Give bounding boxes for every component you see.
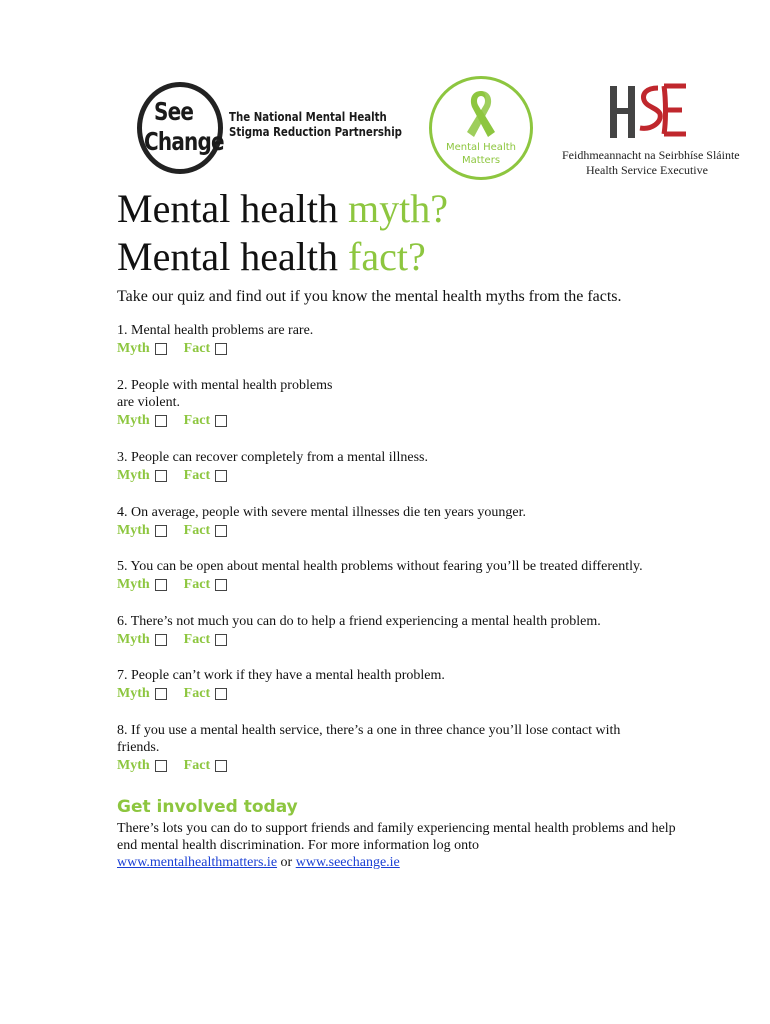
answer-choices — [117, 467, 677, 485]
fact-checkbox[interactable] — [215, 760, 227, 772]
quiz-question — [117, 667, 677, 703]
title-line1-prefix: Mental health — [117, 186, 349, 231]
quiz-question — [117, 322, 677, 358]
fact-option[interactable] — [184, 685, 227, 703]
quiz-intro: Take our quiz and find out if you know the mental health myths from the facts. — [117, 288, 622, 305]
myth-checkbox[interactable] — [155, 634, 167, 646]
fact-label: Fact — [183, 577, 211, 592]
fact-option[interactable] — [184, 757, 227, 775]
fact-checkbox[interactable] — [215, 688, 227, 700]
myth-checkbox[interactable] — [155, 579, 167, 591]
see-change-circle-icon — [137, 82, 223, 174]
get-involved-body: There’s lots you can do to support friends and family experiencing mental health problems and help end mental health discrimination. For more information log onto — [117, 821, 676, 853]
fact-checkbox[interactable] — [215, 634, 227, 646]
link-connector: or — [277, 855, 296, 870]
fact-checkbox[interactable] — [215, 525, 227, 537]
answer-choices — [117, 757, 677, 775]
answer-choices — [117, 412, 677, 430]
myth-option[interactable] — [117, 522, 167, 540]
quiz-question — [117, 377, 677, 430]
hse-logo — [562, 80, 740, 180]
get-involved-links — [117, 854, 677, 871]
title-line1-accent: myth? — [348, 186, 449, 231]
myth-label: Myth — [117, 632, 150, 647]
myth-label: Myth — [117, 341, 150, 356]
fact-label: Fact — [183, 341, 211, 356]
myth-checkbox[interactable] — [155, 525, 167, 537]
fact-label: Fact — [183, 686, 211, 701]
answer-choices — [117, 631, 677, 649]
fact-option[interactable] — [184, 522, 227, 540]
myth-label: Myth — [117, 758, 150, 773]
see-change-word-change: Change — [144, 127, 224, 156]
see-change-tagline — [229, 110, 402, 140]
see-change-word-see: See — [154, 97, 194, 126]
quiz-question — [117, 558, 677, 594]
fact-label: Fact — [183, 632, 211, 647]
myth-checkbox[interactable] — [155, 343, 167, 355]
myth-checkbox[interactable] — [155, 760, 167, 772]
get-involved-text — [117, 820, 677, 871]
fact-option[interactable] — [184, 340, 227, 358]
myth-label: Myth — [117, 686, 150, 701]
myth-option[interactable] — [117, 340, 167, 358]
question-text: 3. People can recover completely from a mental illness. — [117, 450, 429, 465]
answer-choices — [117, 522, 677, 540]
see-change-tagline-line1: The National Mental Health — [229, 110, 387, 124]
answer-choices — [117, 685, 677, 703]
mental-health-matters-logo — [429, 76, 533, 180]
myth-checkbox[interactable] — [155, 470, 167, 482]
fact-option[interactable] — [184, 631, 227, 649]
mhm-logo-line1: Mental Health — [446, 142, 516, 153]
myth-label: Myth — [117, 413, 150, 428]
answer-choices — [117, 340, 677, 358]
see-change-logo — [137, 82, 402, 182]
quiz-question — [117, 504, 677, 540]
myth-option[interactable] — [117, 757, 167, 775]
answer-choices — [117, 576, 677, 594]
quiz-question — [117, 613, 677, 649]
mentalhealthmatters-link[interactable]: www.mentalhealthmatters.ie — [117, 855, 278, 870]
myth-option[interactable] — [117, 631, 167, 649]
question-text: 8. If you use a mental health service, there’s a one in three chance you’ll lose contact with friends. — [117, 723, 621, 755]
question-text: 7. People can’t work if they have a mental health problem. — [117, 668, 445, 683]
see-change-tagline-line2: Stigma Reduction Partnership — [229, 125, 402, 139]
quiz-question — [117, 449, 677, 485]
mhm-logo-line2: Matters — [461, 155, 501, 166]
fact-checkbox[interactable] — [215, 470, 227, 482]
myth-label: Myth — [117, 577, 150, 592]
fact-label: Fact — [183, 758, 211, 773]
myth-label: Myth — [117, 523, 150, 538]
myth-checkbox[interactable] — [155, 688, 167, 700]
fact-checkbox[interactable] — [215, 415, 227, 427]
question-text: 5. You can be open about mental health problems without fearing you’ll be treated differently. — [117, 559, 643, 574]
title-line2-accent: fact? — [348, 234, 426, 279]
myth-option[interactable] — [117, 412, 167, 430]
question-text: 2. People with mental health problems are violent. — [117, 378, 333, 410]
fact-option[interactable] — [184, 576, 227, 594]
fact-label: Fact — [183, 523, 211, 538]
myth-option[interactable] — [117, 576, 167, 594]
hse-mark-icon — [606, 80, 688, 142]
get-involved-heading: Get involved today — [117, 797, 298, 817]
title-line2-prefix: Mental health — [117, 234, 349, 279]
myth-option[interactable] — [117, 467, 167, 485]
myth-label: Myth — [117, 468, 150, 483]
fact-checkbox[interactable] — [215, 343, 227, 355]
fact-option[interactable] — [184, 412, 227, 430]
fact-label: Fact — [183, 468, 211, 483]
page-title-line2 — [117, 234, 426, 280]
question-text: 6. There’s not much you can do to help a friend experiencing a mental health problem. — [117, 614, 601, 629]
seechange-link[interactable]: www.seechange.ie — [295, 855, 400, 870]
hse-english-name: Health Service Executive — [586, 163, 708, 177]
quiz-question — [117, 722, 677, 775]
myth-option[interactable] — [117, 685, 167, 703]
fact-checkbox[interactable] — [215, 579, 227, 591]
question-text: 1. Mental health problems are rare. — [117, 323, 314, 338]
ribbon-icon — [458, 87, 504, 143]
fact-label: Fact — [183, 413, 211, 428]
page-title-line1 — [117, 186, 448, 232]
fact-option[interactable] — [184, 467, 227, 485]
myth-checkbox[interactable] — [155, 415, 167, 427]
question-text: 4. On average, people with severe mental illnesses die ten years younger. — [117, 505, 526, 520]
hse-irish-name: Feidhmeannacht na Seirbhíse Sláinte — [562, 148, 740, 162]
